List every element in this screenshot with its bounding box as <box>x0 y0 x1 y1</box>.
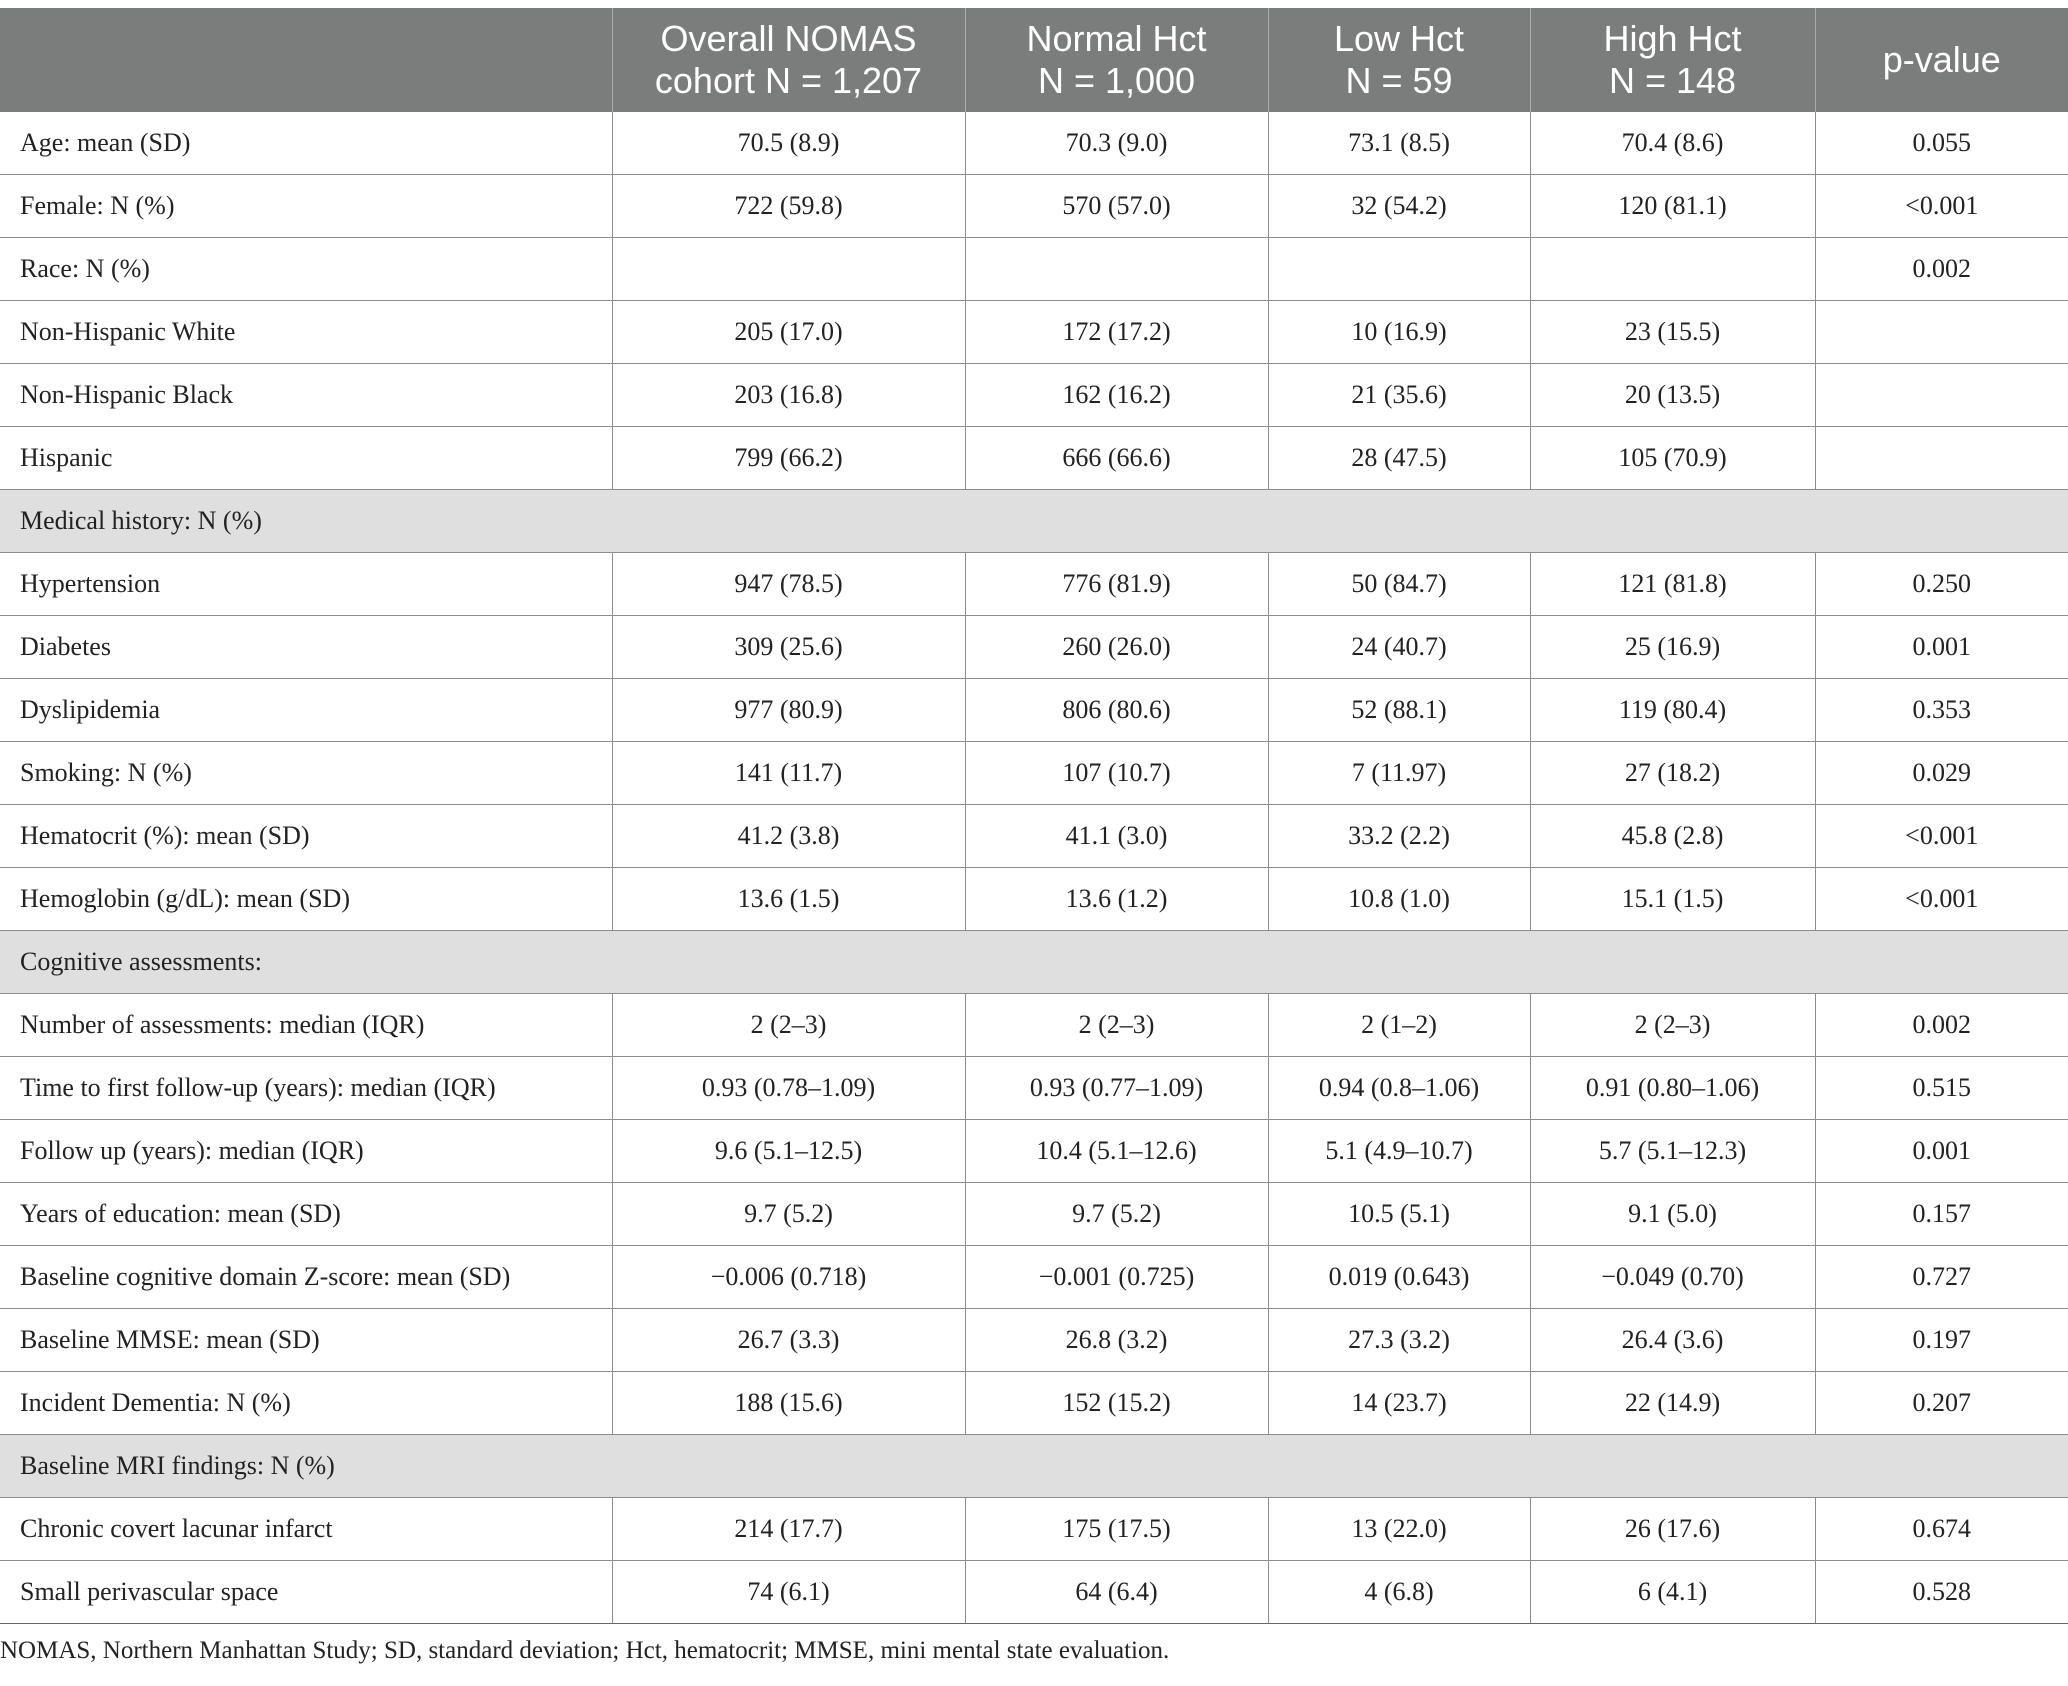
cell-high-hct: −0.049 (0.70) <box>1530 1246 1815 1309</box>
row-label: Smoking: N (%) <box>0 742 612 805</box>
cell-normal-hct: 9.7 (5.2) <box>965 1183 1268 1246</box>
table-row <box>0 1561 2068 1624</box>
cell-overall: 70.5 (8.9) <box>612 112 965 175</box>
cell-low-hct: 10.5 (5.1) <box>1268 1183 1530 1246</box>
cell-normal-hct: 172 (17.2) <box>965 301 1268 364</box>
cell-p-value <box>1815 427 2068 490</box>
cell-low-hct: 28 (47.5) <box>1268 427 1530 490</box>
table-container <box>0 8 2068 1624</box>
header-cell-overall <box>612 8 965 112</box>
cell-low-hct: 24 (40.7) <box>1268 616 1530 679</box>
cell-p-value: 0.197 <box>1815 1309 2068 1372</box>
cell-p-value: <0.001 <box>1815 868 2068 931</box>
cell-normal-hct: 70.3 (9.0) <box>965 112 1268 175</box>
cell-low-hct: 4 (6.8) <box>1268 1561 1530 1624</box>
header-low-line2: N = 59 <box>1345 60 1453 101</box>
row-label: Female: N (%) <box>0 175 612 238</box>
header-overall-line2: cohort N = 1,207 <box>654 60 923 101</box>
cell-high-hct: 9.1 (5.0) <box>1530 1183 1815 1246</box>
cell-overall: 205 (17.0) <box>612 301 965 364</box>
row-label: Years of education: mean (SD) <box>0 1183 612 1246</box>
cell-normal-hct <box>965 238 1268 301</box>
table-row <box>0 112 2068 175</box>
cell-overall: 309 (25.6) <box>612 616 965 679</box>
cell-normal-hct: 260 (26.0) <box>965 616 1268 679</box>
header-cell-low-hct <box>1268 8 1530 112</box>
table-row <box>0 1372 2068 1435</box>
table-row <box>0 616 2068 679</box>
cell-overall: 9.7 (5.2) <box>612 1183 965 1246</box>
cell-overall: 722 (59.8) <box>612 175 965 238</box>
cell-p-value: 0.528 <box>1815 1561 2068 1624</box>
row-label: Number of assessments: median (IQR) <box>0 994 612 1057</box>
table-row <box>0 1246 2068 1309</box>
cell-low-hct: 14 (23.7) <box>1268 1372 1530 1435</box>
cell-high-hct: 5.7 (5.1–12.3) <box>1530 1120 1815 1183</box>
table-row <box>0 1120 2068 1183</box>
row-label: Non-Hispanic Black <box>0 364 612 427</box>
row-label: Non-Hispanic White <box>0 301 612 364</box>
cell-low-hct: 32 (54.2) <box>1268 175 1530 238</box>
cell-high-hct: 20 (13.5) <box>1530 364 1815 427</box>
table-row <box>0 364 2068 427</box>
cell-normal-hct: 26.8 (3.2) <box>965 1309 1268 1372</box>
cell-high-hct: 25 (16.9) <box>1530 616 1815 679</box>
cell-overall: 2 (2–3) <box>612 994 965 1057</box>
cell-overall: 74 (6.1) <box>612 1561 965 1624</box>
cell-high-hct: 119 (80.4) <box>1530 679 1815 742</box>
cell-overall: 0.93 (0.78–1.09) <box>612 1057 965 1120</box>
cell-low-hct: 0.019 (0.643) <box>1268 1246 1530 1309</box>
cell-overall: 799 (66.2) <box>612 427 965 490</box>
cell-p-value: 0.727 <box>1815 1246 2068 1309</box>
row-label: Chronic covert lacunar infarct <box>0 1498 612 1561</box>
table-footnote: NOMAS, Northern Manhattan Study; SD, standard deviation; Hct, hematocrit; MMSE, mini mental state evaluation. <box>0 1637 1170 1664</box>
cell-low-hct: 5.1 (4.9–10.7) <box>1268 1120 1530 1183</box>
row-label: Incident Dementia: N (%) <box>0 1372 612 1435</box>
cell-p-value: 0.001 <box>1815 1120 2068 1183</box>
cell-low-hct: 27.3 (3.2) <box>1268 1309 1530 1372</box>
header-low-line1: Low Hct <box>1333 18 1465 59</box>
cell-normal-hct: 776 (81.9) <box>965 553 1268 616</box>
cell-overall: 141 (11.7) <box>612 742 965 805</box>
table-row <box>0 994 2068 1057</box>
table-row <box>0 175 2068 238</box>
header-normal-line2: N = 1,000 <box>1037 60 1196 101</box>
cell-high-hct: 6 (4.1) <box>1530 1561 1815 1624</box>
header-high-line1: High Hct <box>1603 18 1742 59</box>
row-label: Time to first follow-up (years): median (IQR) <box>0 1057 612 1120</box>
cell-p-value: <0.001 <box>1815 175 2068 238</box>
cell-high-hct: 23 (15.5) <box>1530 301 1815 364</box>
table-header <box>0 8 2068 112</box>
cell-high-hct <box>1530 238 1815 301</box>
cell-normal-hct: 175 (17.5) <box>965 1498 1268 1561</box>
row-label: Age: mean (SD) <box>0 112 612 175</box>
cell-p-value <box>1815 301 2068 364</box>
table-row <box>0 238 2068 301</box>
cell-high-hct: 26.4 (3.6) <box>1530 1309 1815 1372</box>
cell-overall: 947 (78.5) <box>612 553 965 616</box>
table-row <box>0 553 2068 616</box>
header-row <box>0 8 2068 112</box>
row-label: Follow up (years): median (IQR) <box>0 1120 612 1183</box>
cell-normal-hct: −0.001 (0.725) <box>965 1246 1268 1309</box>
row-label: Baseline MMSE: mean (SD) <box>0 1309 612 1372</box>
cell-high-hct: 2 (2–3) <box>1530 994 1815 1057</box>
cell-p-value: 0.250 <box>1815 553 2068 616</box>
cell-p-value: 0.002 <box>1815 994 2068 1057</box>
cell-overall: 13.6 (1.5) <box>612 868 965 931</box>
section-label: Baseline MRI findings: N (%) <box>0 1435 2068 1498</box>
row-label: Dyslipidemia <box>0 679 612 742</box>
table-row <box>0 868 2068 931</box>
cell-normal-hct: 41.1 (3.0) <box>965 805 1268 868</box>
row-label: Diabetes <box>0 616 612 679</box>
data-table <box>0 8 2068 1624</box>
cell-p-value: 0.055 <box>1815 112 2068 175</box>
cell-p-value: 0.157 <box>1815 1183 2068 1246</box>
header-pvalue-line1: p-value <box>1882 39 2001 80</box>
section-row <box>0 931 2068 994</box>
table-row <box>0 1498 2068 1561</box>
section-row <box>0 490 2068 553</box>
cell-p-value: 0.674 <box>1815 1498 2068 1561</box>
header-normal-line1: Normal Hct <box>1026 18 1207 59</box>
table-row <box>0 679 2068 742</box>
table-row <box>0 1309 2068 1372</box>
cell-normal-hct: 64 (6.4) <box>965 1561 1268 1624</box>
section-label: Cognitive assessments: <box>0 931 2068 994</box>
cell-low-hct: 10 (16.9) <box>1268 301 1530 364</box>
row-label: Hematocrit (%): mean (SD) <box>0 805 612 868</box>
row-label: Small perivascular space <box>0 1561 612 1624</box>
table-row <box>0 1183 2068 1246</box>
cell-p-value: 0.001 <box>1815 616 2068 679</box>
cell-low-hct: 10.8 (1.0) <box>1268 868 1530 931</box>
row-label: Race: N (%) <box>0 238 612 301</box>
header-cell-p-value <box>1815 8 2068 112</box>
cell-low-hct: 0.94 (0.8–1.06) <box>1268 1057 1530 1120</box>
cell-normal-hct: 666 (66.6) <box>965 427 1268 490</box>
cell-p-value: 0.002 <box>1815 238 2068 301</box>
cell-p-value: 0.029 <box>1815 742 2068 805</box>
cell-low-hct: 7 (11.97) <box>1268 742 1530 805</box>
cell-overall: −0.006 (0.718) <box>612 1246 965 1309</box>
cell-high-hct: 22 (14.9) <box>1530 1372 1815 1435</box>
header-high-line2: N = 148 <box>1608 60 1737 101</box>
cell-low-hct: 52 (88.1) <box>1268 679 1530 742</box>
cell-overall: 977 (80.9) <box>612 679 965 742</box>
cell-high-hct: 105 (70.9) <box>1530 427 1815 490</box>
table-row <box>0 805 2068 868</box>
cell-p-value: <0.001 <box>1815 805 2068 868</box>
cell-normal-hct: 13.6 (1.2) <box>965 868 1268 931</box>
cell-high-hct: 120 (81.1) <box>1530 175 1815 238</box>
row-label: Hispanic <box>0 427 612 490</box>
section-row <box>0 1435 2068 1498</box>
cell-low-hct: 73.1 (8.5) <box>1268 112 1530 175</box>
cell-normal-hct: 0.93 (0.77–1.09) <box>965 1057 1268 1120</box>
header-cell-high-hct <box>1530 8 1815 112</box>
cell-overall: 188 (15.6) <box>612 1372 965 1435</box>
cell-normal-hct: 806 (80.6) <box>965 679 1268 742</box>
cell-overall <box>612 238 965 301</box>
cell-low-hct: 50 (84.7) <box>1268 553 1530 616</box>
cell-low-hct: 33.2 (2.2) <box>1268 805 1530 868</box>
cell-overall: 41.2 (3.8) <box>612 805 965 868</box>
header-cell-blank <box>0 8 612 112</box>
cell-low-hct: 21 (35.6) <box>1268 364 1530 427</box>
cell-high-hct: 70.4 (8.6) <box>1530 112 1815 175</box>
cell-normal-hct: 2 (2–3) <box>965 994 1268 1057</box>
cell-normal-hct: 152 (15.2) <box>965 1372 1268 1435</box>
cell-low-hct <box>1268 238 1530 301</box>
cell-normal-hct: 10.4 (5.1–12.6) <box>965 1120 1268 1183</box>
section-label: Medical history: N (%) <box>0 490 2068 553</box>
table-row <box>0 1057 2068 1120</box>
cell-p-value: 0.353 <box>1815 679 2068 742</box>
cell-p-value: 0.515 <box>1815 1057 2068 1120</box>
cell-normal-hct: 570 (57.0) <box>965 175 1268 238</box>
header-overall-line1: Overall NOMAS <box>660 18 917 59</box>
cell-overall: 214 (17.7) <box>612 1498 965 1561</box>
cell-normal-hct: 162 (16.2) <box>965 364 1268 427</box>
table-body <box>0 112 2068 1624</box>
cell-low-hct: 2 (1–2) <box>1268 994 1530 1057</box>
cell-p-value <box>1815 364 2068 427</box>
cell-p-value: 0.207 <box>1815 1372 2068 1435</box>
cell-high-hct: 27 (18.2) <box>1530 742 1815 805</box>
cell-normal-hct: 107 (10.7) <box>965 742 1268 805</box>
cell-overall: 26.7 (3.3) <box>612 1309 965 1372</box>
cell-high-hct: 121 (81.8) <box>1530 553 1815 616</box>
cell-high-hct: 26 (17.6) <box>1530 1498 1815 1561</box>
table-row <box>0 301 2068 364</box>
table-row <box>0 427 2068 490</box>
row-label: Baseline cognitive domain Z-score: mean (SD) <box>0 1246 612 1309</box>
header-cell-normal-hct <box>965 8 1268 112</box>
row-label: Hemoglobin (g/dL): mean (SD) <box>0 868 612 931</box>
cell-high-hct: 0.91 (0.80–1.06) <box>1530 1057 1815 1120</box>
table-row <box>0 742 2068 805</box>
cell-high-hct: 45.8 (2.8) <box>1530 805 1815 868</box>
cell-overall: 203 (16.8) <box>612 364 965 427</box>
cell-low-hct: 13 (22.0) <box>1268 1498 1530 1561</box>
cell-high-hct: 15.1 (1.5) <box>1530 868 1815 931</box>
cell-overall: 9.6 (5.1–12.5) <box>612 1120 965 1183</box>
row-label: Hypertension <box>0 553 612 616</box>
